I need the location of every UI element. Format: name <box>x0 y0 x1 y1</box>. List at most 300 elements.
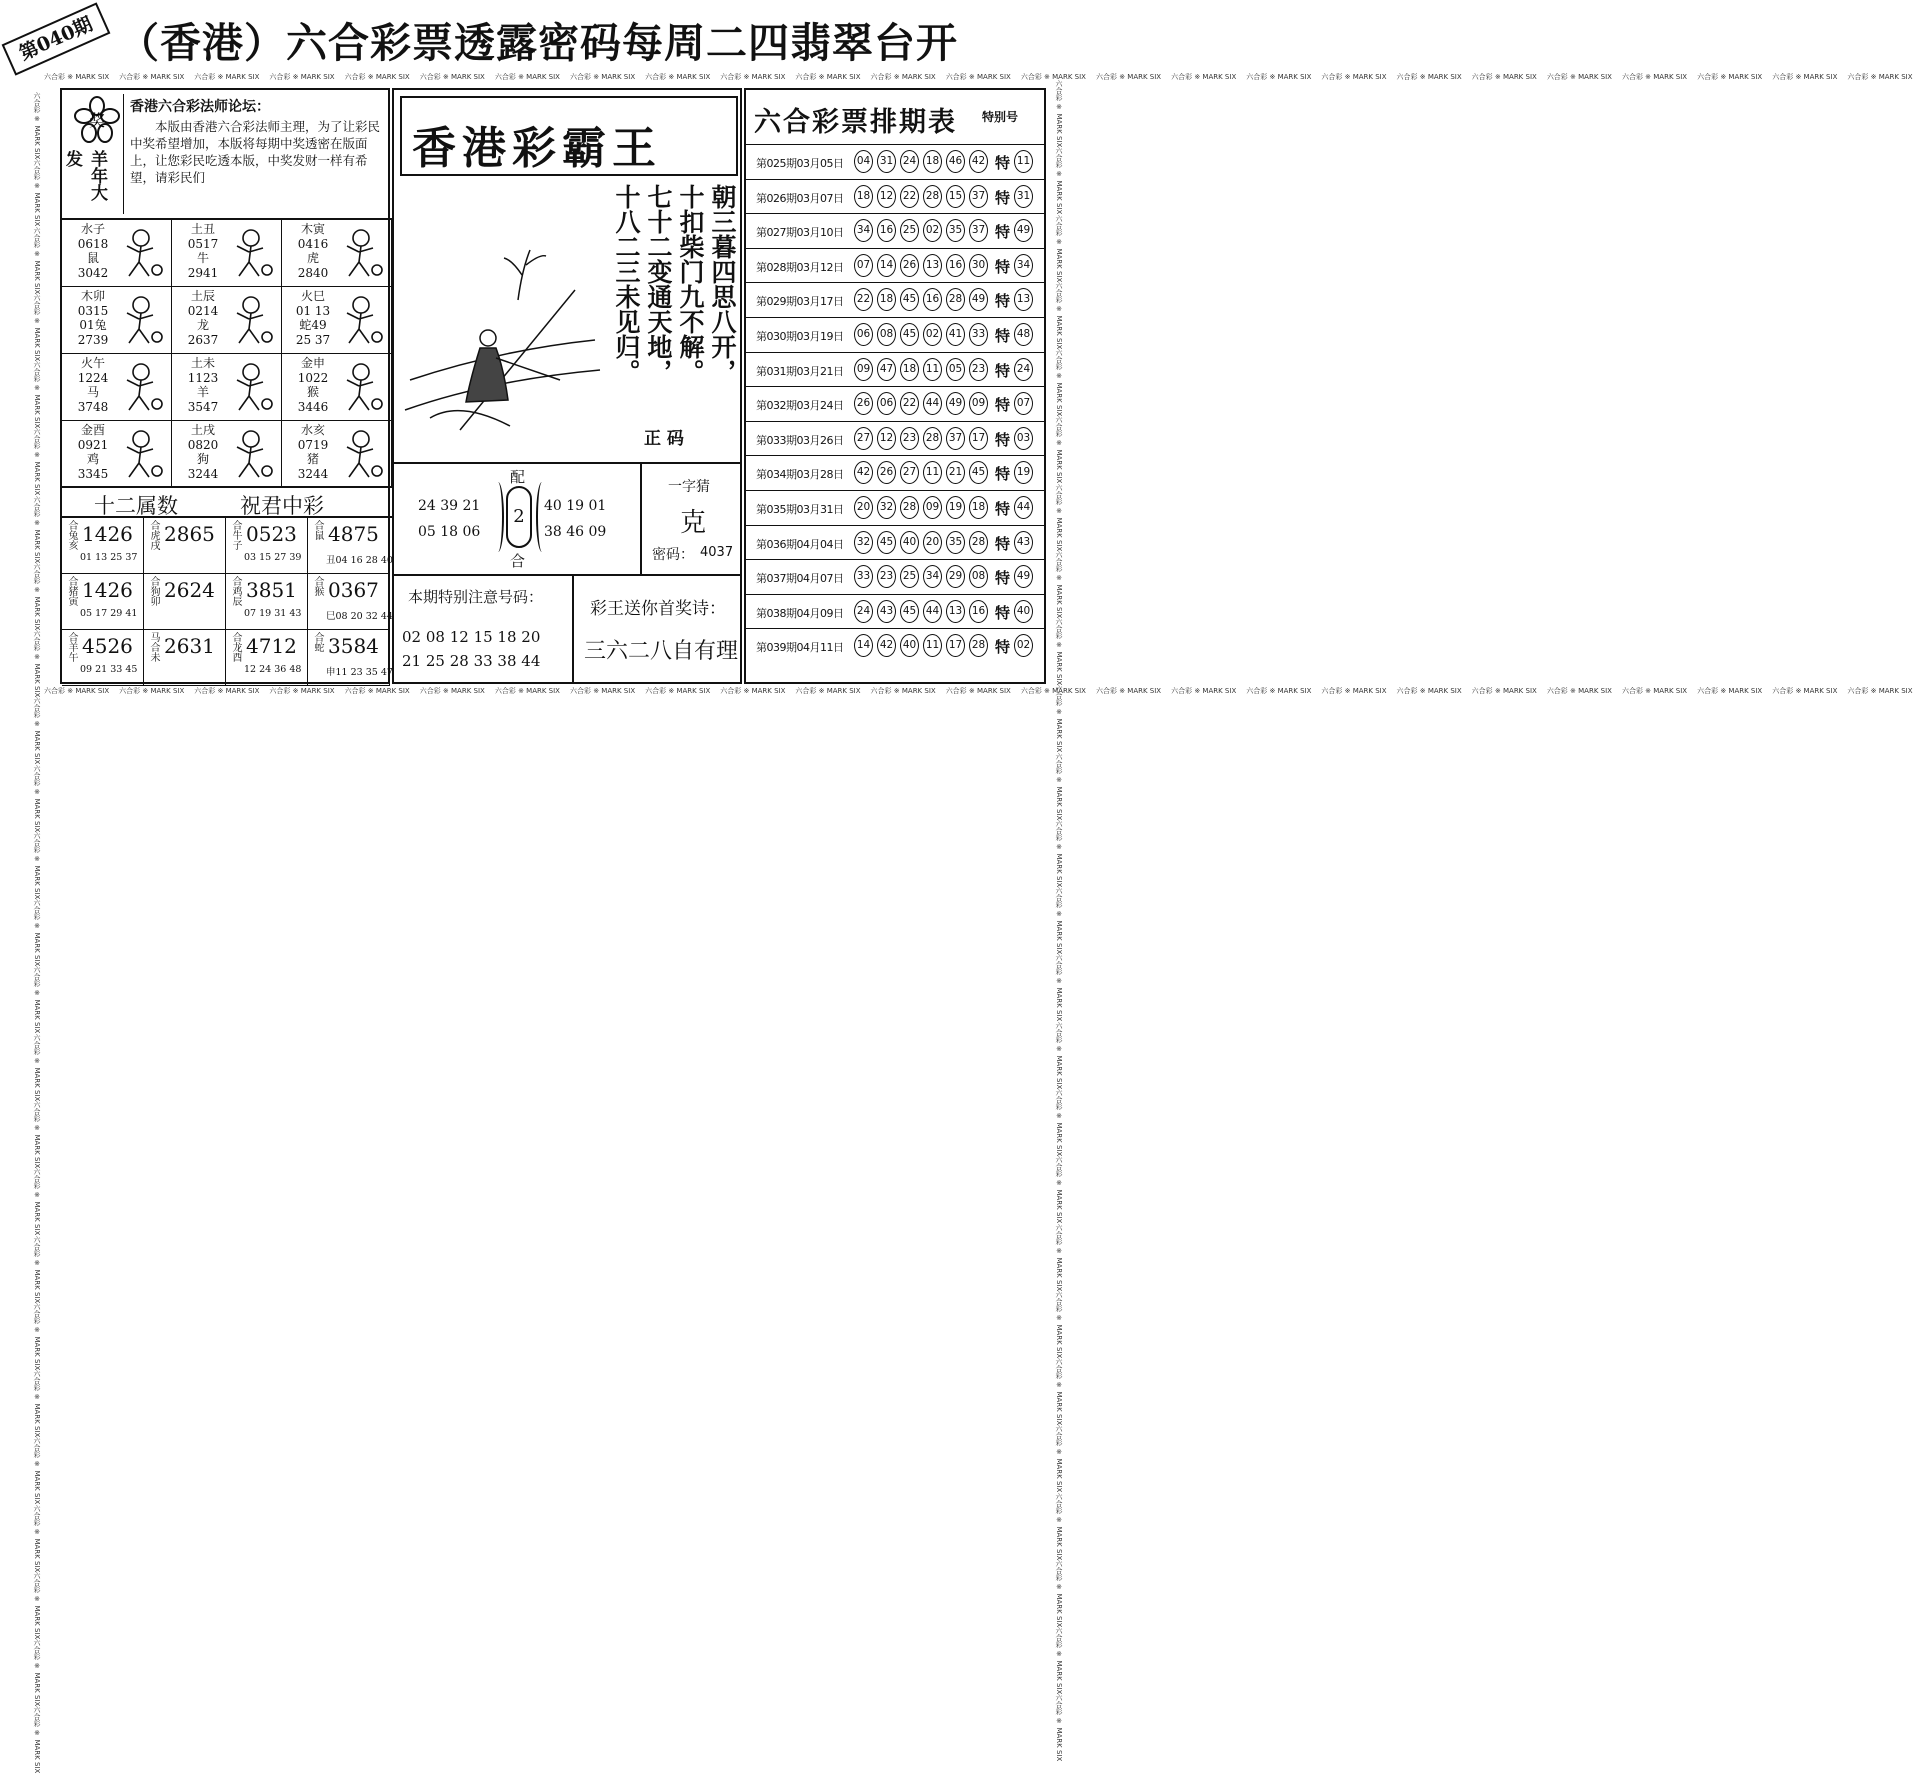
number-ball: 12 <box>877 427 896 450</box>
poem-line-4: 十八二三未见归。 <box>612 184 641 384</box>
number-ball: 18 <box>900 358 919 381</box>
special-marker: 特 <box>995 430 1011 449</box>
number-ball: 18 <box>877 288 896 311</box>
special-marker: 特 <box>995 361 1011 380</box>
bracket-right <box>536 482 548 552</box>
zodiac-line3: 猪 <box>306 452 319 466</box>
number-ball: 24 <box>854 600 873 623</box>
strip-text: 六合彩 ※ MARK SIX <box>33 1571 41 1640</box>
zodiac-cell <box>282 421 392 488</box>
yizi-section <box>642 462 742 574</box>
special-marker: 特 <box>995 465 1011 484</box>
combo-number: 2631 <box>164 634 215 658</box>
strip-text: 六合彩 ※ MARK SIX <box>33 1504 41 1572</box>
combo-number: 2865 <box>164 522 215 546</box>
zodiac-lines <box>70 356 116 414</box>
schedule-row-label: 第036期04月04日 <box>756 537 844 551</box>
strip-text: 六合彩 ※ MARK SIX <box>1471 687 1537 695</box>
strip-text: 六合彩 ※ MARK SIX <box>1055 147 1063 215</box>
number-ball: 49 <box>946 392 965 415</box>
zodiac-lines <box>180 222 226 280</box>
special-ball: 11 <box>1014 150 1033 173</box>
special-ball: 03 <box>1014 427 1033 450</box>
combo-sub: 巳08 20 32 44 <box>326 611 393 622</box>
combo-cell <box>308 518 393 574</box>
zodiac-line2: 1123 <box>187 370 219 385</box>
zodiac-line3: 猴 <box>306 385 319 399</box>
strip-text: 六合彩 ※ MARK SIX <box>194 687 260 695</box>
number-ball: 46 <box>946 150 965 173</box>
number-ball: 31 <box>877 150 896 173</box>
number-ball: 09 <box>969 392 988 415</box>
schedule-row <box>746 317 1044 352</box>
pei-center-number: 2 <box>506 486 532 548</box>
number-ball: 08 <box>877 323 896 346</box>
schedule-row-label: 第025期03月05日 <box>756 157 844 170</box>
number-ball: 24 <box>900 150 919 173</box>
combo-number: 4712 <box>246 634 297 658</box>
zodiac-line1: 金酉 <box>80 423 105 437</box>
bracket-left <box>492 482 504 552</box>
strip-text: 六合彩 ※ MARK SIX <box>1171 73 1237 81</box>
special-ball: 13 <box>1014 288 1033 311</box>
strip-text: 六合彩 ※ MARK SIX <box>33 92 41 160</box>
schedule-title: 六合彩票排期表 <box>754 107 957 138</box>
number-ball: 35 <box>946 219 965 242</box>
strip-text: 六合彩 ※ MARK SIX <box>1055 1694 1063 1762</box>
pei-left-row2: 05 18 06 <box>418 524 481 540</box>
zodiac-line2: 0719 <box>297 437 329 452</box>
strip-text: 六合彩 ※ MARK SIX <box>33 495 41 563</box>
gift-poem <box>574 574 742 684</box>
cartoon-figure-icon <box>337 226 385 282</box>
zodiac-lines <box>70 222 116 280</box>
number-ball: 42 <box>969 150 988 173</box>
combo-cell <box>144 574 226 630</box>
zodiac-line4: 25 37 <box>295 332 331 347</box>
schedule-row-label: 第032期03月24日 <box>756 399 844 413</box>
number-ball: 09 <box>923 496 942 519</box>
zodiac-line3: 羊 <box>196 385 209 399</box>
strip-text: 六合彩 ※ MARK SIX <box>1055 281 1063 350</box>
zodiac-cell <box>62 421 172 488</box>
zodiac-line4: 3446 <box>297 399 329 414</box>
strip-text: 六合彩 ※ MARK SIX <box>1055 1425 1063 1493</box>
strip-text: 六合彩 ※ MARK SIX <box>419 73 485 81</box>
number-ball: 49 <box>969 288 988 311</box>
mark-six-strip-left <box>30 92 42 1774</box>
pei-left-row1: 24 39 21 <box>418 498 481 514</box>
special-marker: 特 <box>995 257 1011 276</box>
schedule-row-label: 第034期03月28日 <box>756 468 844 482</box>
number-ball: 14 <box>877 254 896 277</box>
pei-top-label: 配 <box>510 468 526 486</box>
strip-text: 六合彩 ※ MARK SIX <box>1697 687 1763 695</box>
number-ball: 23 <box>969 358 988 381</box>
number-ball: 02 <box>923 219 942 242</box>
number-ball: 28 <box>923 427 942 450</box>
zodiac-line4: 3042 <box>77 265 109 280</box>
strip-text: 六合彩 ※ MARK SIX <box>33 764 41 832</box>
number-ball: 37 <box>946 427 965 450</box>
number-ball: 05 <box>946 358 965 381</box>
strip-text: 六合彩 ※ MARK SIX <box>33 159 41 227</box>
zodiac-lines <box>180 423 226 481</box>
combo-number: 1426 <box>82 522 133 546</box>
strip-text: 六合彩 ※ MARK SIX <box>1055 80 1063 148</box>
schedule-row-label: 第030期03月19日 <box>756 330 844 343</box>
poem-line-2: 十扣柴门九不解。 <box>676 184 705 384</box>
zodiac-line1: 木卯 <box>80 289 105 303</box>
number-ball: 09 <box>854 358 873 381</box>
strip-text: 六合彩 ※ MARK SIX <box>1055 483 1063 551</box>
schedule-row <box>746 455 1044 490</box>
strip-text: 六合彩 ※ MARK SIX <box>1055 1156 1063 1224</box>
combo-tag: 合兔亥 <box>66 520 77 550</box>
combo-sub: 07 19 31 43 <box>244 608 302 619</box>
combo-number: 3584 <box>328 634 379 658</box>
forum-section <box>62 90 392 220</box>
strip-text: 六合彩 ※ MARK SIX <box>1772 73 1838 81</box>
zodiac-line2: 0214 <box>187 303 219 318</box>
strip-text: 六合彩 ※ MARK SIX <box>1055 416 1063 484</box>
combo-number: 2624 <box>164 578 215 602</box>
zodiac-lines <box>70 423 116 481</box>
combo-number: 4526 <box>82 634 133 658</box>
pei-right-row2: 38 46 09 <box>544 524 607 540</box>
combo-number: 0367 <box>328 578 379 602</box>
number-ball: 20 <box>923 531 942 554</box>
cartoon-figure-icon <box>227 293 275 349</box>
strip-text: 六合彩 ※ MARK SIX <box>494 73 560 81</box>
zodiac-line1: 土戌 <box>190 423 215 437</box>
zodiac-line2: 0416 <box>297 236 329 251</box>
number-ball: 42 <box>854 461 873 484</box>
strip-text: 六合彩 ※ MARK SIX <box>720 687 786 695</box>
zodiac-line1: 土辰 <box>190 289 215 303</box>
number-ball: 34 <box>923 565 942 588</box>
strip-text: 六合彩 ※ MARK SIX <box>870 73 936 81</box>
special-ball: 40 <box>1014 600 1033 623</box>
zodiac-line1: 木寅 <box>300 222 325 236</box>
number-ball: 13 <box>923 254 942 277</box>
zodiac-line4: 2840 <box>297 265 329 280</box>
number-ball: 28 <box>923 185 942 208</box>
strip-text: 六合彩 ※ MARK SIX <box>1055 1290 1063 1359</box>
yizi-label: 一字猜 <box>668 479 710 495</box>
special-ball: 19 <box>1014 461 1033 484</box>
number-ball: 17 <box>946 634 965 657</box>
special-row2: 21 25 28 33 38 44 <box>402 652 541 670</box>
twelve-title-left: 十二属数 <box>94 494 178 518</box>
schedule-row-label: 第033期03月26日 <box>756 433 844 447</box>
zodiac-line2: 01 13 <box>295 303 331 318</box>
combo-cell <box>62 574 144 630</box>
zodiac-line4: 3244 <box>187 466 219 481</box>
strip-text: 六合彩 ※ MARK SIX <box>44 687 110 695</box>
number-ball: 06 <box>877 392 896 415</box>
zodiac-line3: 蛇49 <box>299 318 327 332</box>
schedule-row <box>746 525 1044 560</box>
flower-logo-icon <box>74 96 120 146</box>
schedule-row <box>746 490 1044 525</box>
combo-tag: 合牛子 <box>230 520 241 550</box>
strip-text: 六合彩 ※ MARK SIX <box>1055 1559 1063 1628</box>
special-marker: 特 <box>995 534 1011 553</box>
zodiac-line4: 3244 <box>297 466 329 481</box>
cartoon-figure-icon <box>117 427 165 483</box>
strip-text: 六合彩 ※ MARK SIX <box>33 1370 41 1438</box>
combo-sub: 12 24 36 48 <box>244 664 302 675</box>
combo-number: 4875 <box>328 522 379 546</box>
strip-text: 六合彩 ※ MARK SIX <box>1055 618 1063 686</box>
strip-text: 六合彩 ※ MARK SIX <box>1772 687 1838 695</box>
combo-cell <box>308 630 393 686</box>
pei-right-row1: 40 19 01 <box>544 498 607 514</box>
schedule-row <box>746 352 1044 387</box>
schedule-row <box>746 559 1044 594</box>
zodiac-line1: 金申 <box>300 356 325 370</box>
pei-section <box>394 462 642 574</box>
zodiac-line1: 土丑 <box>190 222 215 236</box>
yizi-code: 4037 <box>700 545 734 560</box>
number-ball: 19 <box>946 496 965 519</box>
special-ball: 02 <box>1014 634 1033 657</box>
schedule-row-label: 第026期03月07日 <box>756 191 844 205</box>
zodiac-line3: 鼠 <box>86 251 99 265</box>
zodiac-cell <box>62 287 172 354</box>
special-title: 本期特别注意号码： <box>408 588 544 606</box>
special-ball: 49 <box>1014 565 1033 588</box>
combo-sub: 09 21 33 45 <box>80 664 138 675</box>
zodiac-cell <box>172 354 282 421</box>
strip-text: 六合彩 ※ MARK SIX <box>33 226 41 294</box>
zodiac-line2: 1224 <box>77 370 109 385</box>
number-ball: 21 <box>946 461 965 484</box>
strip-text: 六合彩 ※ MARK SIX <box>1055 1358 1063 1426</box>
strip-text: 六合彩 ※ MARK SIX <box>569 73 636 81</box>
combo-sub: 05 17 29 41 <box>80 608 138 619</box>
number-ball: 32 <box>854 531 873 554</box>
strip-text: 六合彩 ※ MARK SIX <box>33 1235 41 1303</box>
strip-text: 六合彩 ※ MARK SIX <box>1396 73 1462 81</box>
schedule-table <box>744 88 1046 684</box>
strip-text: 六合彩 ※ MARK SIX <box>119 73 185 81</box>
number-ball: 18 <box>854 185 873 208</box>
zodiac-line2: 0517 <box>187 236 219 251</box>
combo-number: 0523 <box>246 522 297 546</box>
strip-text: 六合彩 ※ MARK SIX <box>795 687 861 695</box>
number-ball: 28 <box>900 496 919 519</box>
special-ball: 07 <box>1014 392 1033 415</box>
number-ball: 45 <box>900 600 919 623</box>
zodiac-lines <box>290 356 336 414</box>
zodiac-line4: 2637 <box>187 332 219 347</box>
zodiac-line4: 3547 <box>187 399 219 414</box>
number-ball: 27 <box>900 461 919 484</box>
number-ball: 29 <box>946 565 965 588</box>
zodiac-cell <box>282 220 392 287</box>
left-panel <box>60 88 393 684</box>
strip-text: 六合彩 ※ MARK SIX <box>1055 752 1063 820</box>
number-ball: 45 <box>877 531 896 554</box>
combo-cell <box>308 574 393 630</box>
number-ball: 26 <box>854 392 873 415</box>
middle-panel <box>392 88 742 684</box>
strip-text: 六合彩 ※ MARK SIX <box>33 1033 41 1101</box>
zodiac-line2: 0315 <box>77 303 109 318</box>
number-ball: 33 <box>854 565 873 588</box>
zodiac-line3: 01兔 <box>79 318 107 332</box>
strip-text: 六合彩 ※ MARK SIX <box>1055 1088 1063 1157</box>
strip-text: 六合彩 ※ MARK SIX <box>1095 687 1162 695</box>
special-ball: 43 <box>1014 531 1033 554</box>
zodiac-lines <box>290 289 336 347</box>
strip-text: 六合彩 ※ MARK SIX <box>1621 73 1688 81</box>
number-ball: 40 <box>900 634 919 657</box>
poem-line-3: 七十二变通天地， <box>644 184 673 384</box>
number-ball: 07 <box>854 254 873 277</box>
strip-text: 六合彩 ※ MARK SIX <box>1055 550 1063 619</box>
schedule-row-label: 第031期03月21日 <box>756 364 844 378</box>
zodiac-line3: 鸡 <box>86 452 99 466</box>
number-ball: 11 <box>923 461 942 484</box>
special-marker: 特 <box>995 396 1011 415</box>
combo-sub: 申11 23 35 47 <box>326 667 393 678</box>
number-ball: 32 <box>877 496 896 519</box>
schedule-row-label: 第037期04月07日 <box>756 572 844 586</box>
number-ball: 45 <box>900 288 919 311</box>
special-marker: 特 <box>995 603 1011 622</box>
strip-text: 六合彩 ※ MARK SIX <box>870 687 936 695</box>
zodiac-lines <box>180 356 226 414</box>
combo-cell <box>144 630 226 686</box>
strip-text: 六合彩 ※ MARK SIX <box>1055 1492 1063 1560</box>
strip-text: 六合彩 ※ MARK SIX <box>1246 73 1312 81</box>
number-ball: 45 <box>969 461 988 484</box>
zodiac-line1: 土未 <box>190 356 215 370</box>
zodiac-cell <box>62 354 172 421</box>
strip-text: 六合彩 ※ MARK SIX <box>1546 687 1612 695</box>
fisherman-illustration <box>400 230 600 440</box>
zodiac-cell <box>282 287 392 354</box>
combo-number: 3851 <box>246 578 297 602</box>
schedule-row <box>746 144 1044 179</box>
zodiac-line3: 虎 <box>306 251 319 265</box>
number-ball: 28 <box>946 288 965 311</box>
forum-body: 本版由香港六合彩法师主理，为了让彩民中奖希望增加，本版将每期中奖透密在版面上，让您彩民吃透本版，中奖发财一样有希望，请彩民们 <box>130 119 381 185</box>
number-ball: 37 <box>969 219 988 242</box>
number-ball: 35 <box>946 531 965 554</box>
combo-tag: 合鼠 <box>312 520 323 540</box>
zodiac-grid <box>62 220 392 488</box>
strip-text: 六合彩 ※ MARK SIX <box>1055 887 1063 955</box>
number-ball: 28 <box>969 531 988 554</box>
number-ball: 14 <box>854 634 873 657</box>
strip-text: 六合彩 ※ MARK SIX <box>1055 214 1063 282</box>
number-ball: 42 <box>877 634 896 657</box>
strip-text: 六合彩 ※ MARK SIX <box>1055 1627 1063 1695</box>
schedule-row <box>746 594 1044 629</box>
special-ball: 34 <box>1014 254 1033 277</box>
strip-text: 六合彩 ※ MARK SIX <box>119 687 185 695</box>
combo-tag: 合猴 <box>312 576 323 596</box>
strip-text: 六合彩 ※ MARK SIX <box>33 428 41 496</box>
number-ball: 47 <box>877 358 896 381</box>
strip-text: 六合彩 ※ MARK SIX <box>1055 819 1063 888</box>
zodiac-cell <box>172 220 282 287</box>
number-ball: 08 <box>969 565 988 588</box>
yizi-code-label: 密码： <box>652 547 694 563</box>
cartoon-figure-icon <box>337 293 385 349</box>
logo-text: 羊年大发 <box>62 150 107 201</box>
cartoon-figure-icon <box>117 226 165 282</box>
combo-tag: 合龙酉 <box>230 632 241 662</box>
number-ball: 11 <box>923 358 942 381</box>
zodiac-lines <box>290 222 336 280</box>
schedule-subtitle: 特别号 <box>982 110 1019 124</box>
forum-title: 香港六合彩法师论坛： <box>130 99 270 115</box>
strip-text: 六合彩 ※ MARK SIX <box>1095 73 1162 81</box>
number-ball: 34 <box>854 219 873 242</box>
cartoon-figure-icon <box>117 293 165 349</box>
poem <box>606 184 736 444</box>
strip-text: 六合彩 ※ MARK SIX <box>1847 687 1913 695</box>
schedule-row <box>746 248 1044 283</box>
number-ball: 23 <box>877 565 896 588</box>
strip-text: 六合彩 ※ MARK SIX <box>1471 73 1537 81</box>
number-ball: 33 <box>969 323 988 346</box>
strip-text: 六合彩 ※ MARK SIX <box>419 687 485 695</box>
number-ball: 02 <box>923 323 942 346</box>
strip-text: 六合彩 ※ MARK SIX <box>33 1437 41 1505</box>
cartoon-figure-icon <box>337 427 385 483</box>
strip-text: 六合彩 ※ MARK SIX <box>33 293 41 362</box>
gift-title: 彩王送你首奖诗： <box>590 599 726 619</box>
combo-number: 1426 <box>82 578 133 602</box>
number-ball: 28 <box>969 634 988 657</box>
schedule-row-label: 第038期04月09日 <box>756 606 844 620</box>
twelve-title <box>62 488 392 518</box>
zodiac-line1: 水亥 <box>300 423 325 437</box>
combo-cell <box>62 518 144 574</box>
strip-text: 六合彩 ※ MARK SIX <box>494 687 560 695</box>
strip-text: 六合彩 ※ MARK SIX <box>1847 73 1913 81</box>
strip-text: 六合彩 ※ MARK SIX <box>33 630 41 698</box>
special-numbers <box>394 574 574 684</box>
strip-text: 六合彩 ※ MARK SIX <box>33 361 41 429</box>
brand-box <box>400 96 738 176</box>
special-marker: 特 <box>995 188 1011 207</box>
number-ball: 40 <box>900 531 919 554</box>
strip-text: 六合彩 ※ MARK SIX <box>1055 954 1063 1022</box>
zodiac-lines <box>290 423 336 481</box>
schedule-row <box>746 179 1044 214</box>
number-ball: 30 <box>969 254 988 277</box>
combo-sub: 丑04 16 28 40 <box>326 555 393 566</box>
strip-text: 六合彩 ※ MARK SIX <box>1055 349 1063 417</box>
strip-text: 六合彩 ※ MARK SIX <box>1020 687 1086 695</box>
zodiac-line4: 3748 <box>77 399 109 414</box>
number-ball: 23 <box>900 427 919 450</box>
mark-six-strip-top <box>44 72 1913 82</box>
number-ball: 16 <box>946 254 965 277</box>
schedule-row-label: 第029期03月17日 <box>756 295 844 309</box>
zodiac-cell <box>282 354 392 421</box>
number-ball: 26 <box>877 461 896 484</box>
number-ball: 22 <box>900 185 919 208</box>
strip-text: 六合彩 ※ MARK SIX <box>269 73 335 81</box>
